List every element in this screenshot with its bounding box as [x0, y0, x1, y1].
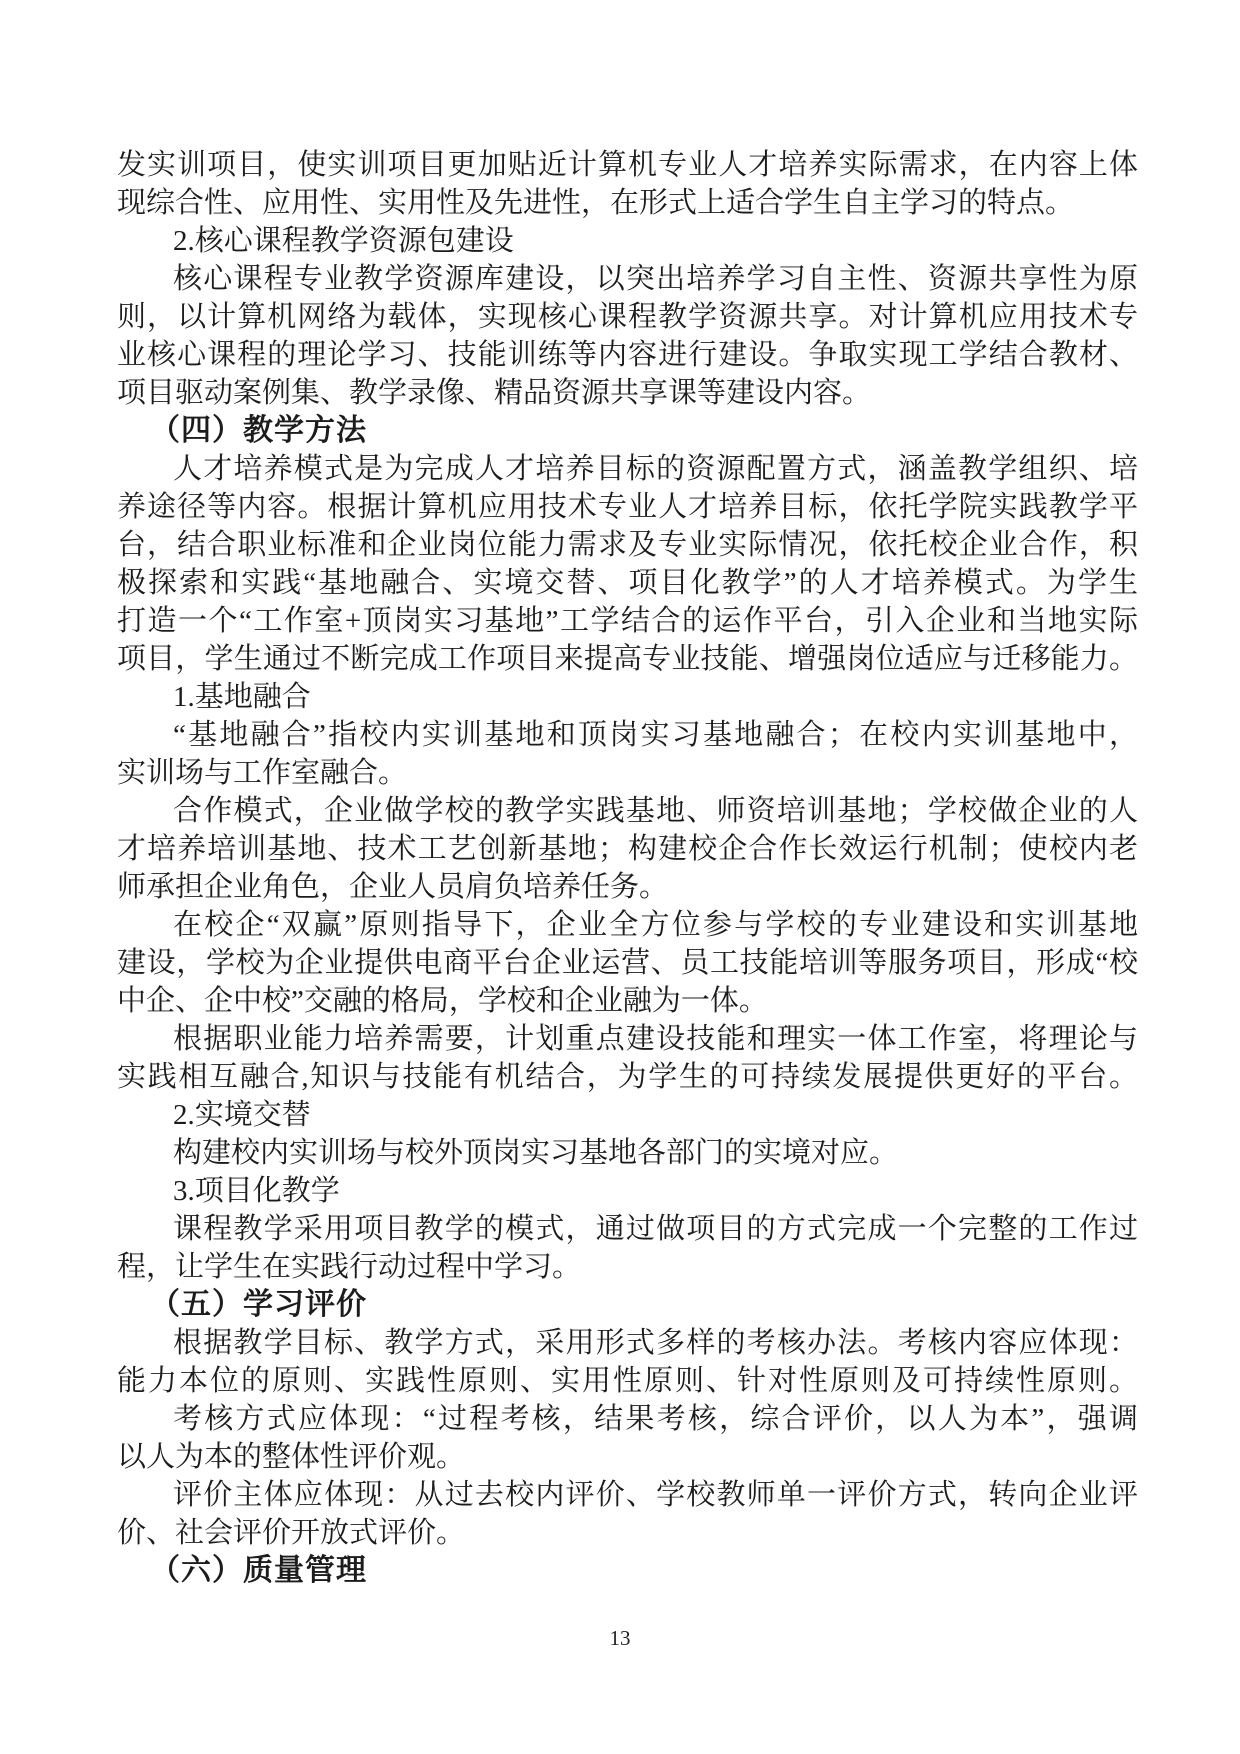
text-line: 发实训项目，使实训项目更加贴近计算机专业人才培养实际需求，在内容上体 — [117, 149, 1138, 181]
text-line: 3.项目化教学 — [173, 1175, 340, 1207]
text-line: 程，让学生在实践行动过程中学习。 — [117, 1251, 582, 1283]
text-line: 根据职业能力培养需要，计划重点建设技能和理实一体工作室，将理论与 — [173, 1023, 1138, 1055]
text-line: 才培养培训基地、技术工艺创新基地；构建校企合作长效运行机制；使校内老 — [117, 833, 1138, 865]
text-line: 实训场与工作室融合。 — [117, 757, 408, 789]
text-line: 则，以计算机网络为载体，实现核心课程教学资源共享。对计算机应用技术专 — [117, 301, 1138, 333]
text-line: 构建校内实训场与校外顶岗实习基地各部门的实境对应。 — [173, 1137, 899, 1169]
section-heading: （四）教学方法 — [150, 414, 367, 447]
text-line: 1.基地融合 — [173, 681, 311, 713]
section-heading: （六）质量管理 — [150, 1554, 367, 1587]
text-line: 在校企“双赢”原则指导下，企业全方位参与学校的专业建设和实训基地 — [173, 909, 1138, 941]
text-line: 现综合性、应用性、实用性及先进性，在形式上适合学生自主学习的特点。 — [117, 187, 1075, 219]
text-line: 能力本位的原则、实践性原则、实用性原则、针对性原则及可持续性原则。 — [117, 1365, 1138, 1397]
text-line: 项目驱动案例集、教学录像、精品资源共享课等建设内容。 — [117, 377, 872, 409]
section-heading: （五）学习评价 — [150, 1288, 367, 1321]
text-line: 实践相互融合,知识与技能有机结合，为学生的可持续发展提供更好的平台。 — [117, 1061, 1138, 1093]
text-line: 以人为本的整体性评价观。 — [117, 1441, 466, 1473]
text-line: 中企、企中校”交融的格局，学校和企业融为一体。 — [117, 985, 768, 1017]
text-line: 极探索和实践“基地融合、实境交替、项目化教学”的人才培养模式。为学生 — [117, 567, 1138, 599]
text-line: 师承担企业角色，企业人员肩负培养任务。 — [117, 871, 669, 903]
text-line: 评价主体应体现：从过去校内评价、学校教师单一评价方式，转向企业评 — [173, 1479, 1138, 1511]
text-line: 合作模式，企业做学校的教学实践基地、师资培训基地；学校做企业的人 — [173, 795, 1138, 827]
text-line: 养途径等内容。根据计算机应用技术专业人才培养目标，依托学院实践教学平 — [117, 491, 1138, 523]
text-line: 人才培养模式是为完成人才培养目标的资源配置方式，涵盖教学组织、培 — [173, 453, 1138, 485]
text-line: 建设，学校为企业提供电商平台企业运营、员工技能培训等服务项目，形成“校 — [117, 947, 1138, 979]
text-line: 打造一个“工作室+顶岗实习基地”工学结合的运作平台，引入企业和当地实际 — [117, 605, 1138, 637]
text-line: 业核心课程的理论学习、技能训练等内容进行建设。争取实现工学结合教材、 — [117, 339, 1138, 371]
text-line: 课程教学采用项目教学的模式，通过做项目的方式完成一个完整的工作过 — [173, 1213, 1138, 1245]
text-line: 根据教学目标、教学方式，采用形式多样的考核办法。考核内容应体现： — [173, 1327, 1138, 1359]
text-line: 台，结合职业标准和企业岗位能力需求及专业实际情况，依托校企业合作，积 — [117, 529, 1138, 561]
text-line: 考核方式应体现：“过程考核，结果考核，综合评价，以人为本”，强调 — [173, 1403, 1138, 1435]
text-line: 2.核心课程教学资源包建设 — [173, 225, 514, 257]
text-line: “基地融合”指校内实训基地和顶岗实习基地融合；在校内实训基地中， — [173, 719, 1138, 751]
text-line: 核心课程专业教学资源库建设，以突出培养学习自主性、资源共享性为原 — [173, 263, 1138, 295]
text-line: 2.实境交替 — [173, 1099, 311, 1131]
text-line: 项目，学生通过不断完成工作项目来提高专业技能、增强岗位适应与迁移能力。 — [117, 643, 1138, 675]
text-line: 价、社会评价开放式评价。 — [117, 1517, 466, 1549]
page-number: 13 — [609, 1626, 631, 1650]
document-body — [117, 146, 1138, 1590]
